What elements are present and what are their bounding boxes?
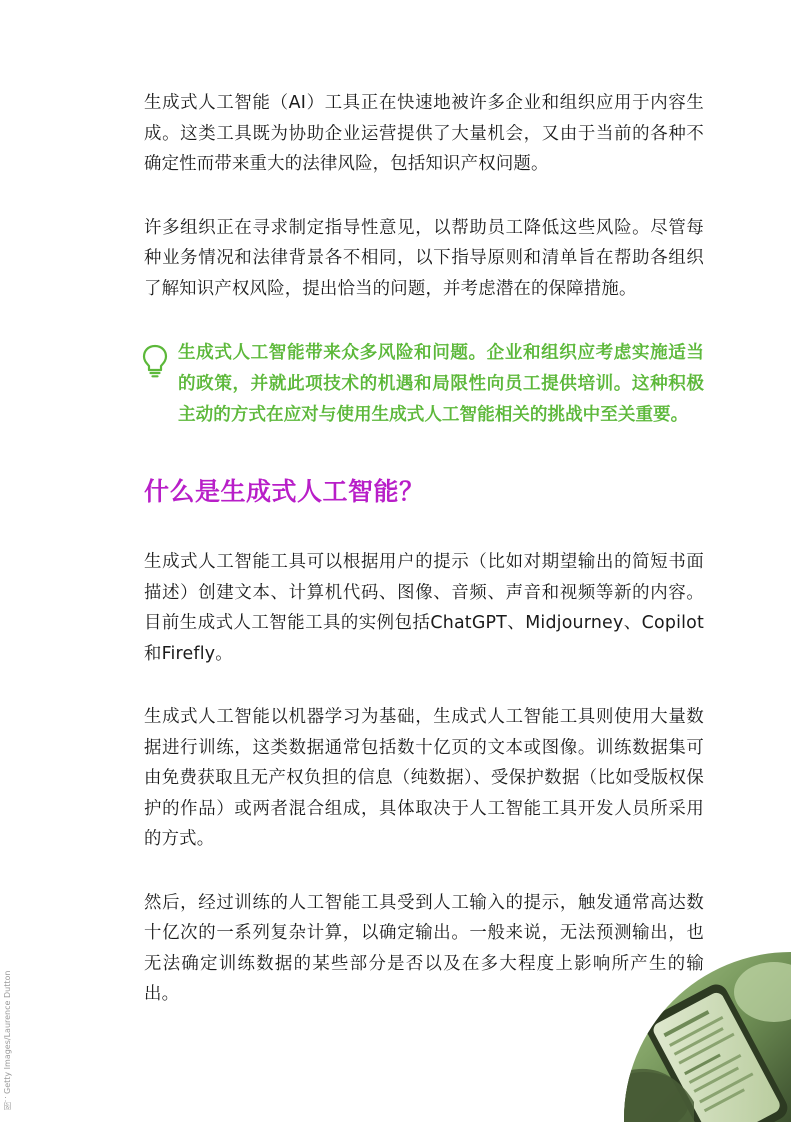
page-content (144, 88, 704, 1010)
callout-box (144, 338, 704, 431)
section-heading: 什么是生成式人工智能？ (144, 477, 425, 506)
photo-credit: 图：Getty Images/Laurence Dutton (3, 970, 12, 1110)
callout-text: 生成式人工智能带来众多风险和问题。企业和组织应考虑实施适当的政策，并就此项技术的机遇和局限性向员工提供培训。这种积极主动的方式在应对与使用生成式人工智能相关的挑战中至关重要。 (178, 343, 704, 425)
section-paragraph-1: 生成式人工智能工具可以根据用户的提示（比如对期望输出的简短书面描述）创建文本、计算机代码、图像、音频、声音和视频等新的内容。目前生成式人工智能工具的实例包括ChatGPT、Midjourney、Copilot和Firefly。 (144, 552, 704, 664)
lightbulb-icon (142, 344, 168, 378)
section-paragraph-2: 生成式人工智能以机器学习为基础，生成式人工智能工具则使用大量数据进行训练，这类数据通常包括数十亿页的文本或图像。训练数据集可由免费获取且无产权负担的信息（纯数据）、受保护数据（比如受版权保护的作品）或两者混合组成，具体取决于人工智能工具开发人员所采用的方式。 (144, 707, 704, 849)
section-paragraph-3: 然后，经过训练的人工智能工具受到人工输入的提示，触发通常高达数十亿次的一系列复杂计算，以确定输出。一般来说，无法预测输出，也无法确定训练数据的某些部分是否以及在多大程度上影响所产生的输出。 (144, 892, 704, 1004)
intro-paragraph-2: 许多组织正在寻求制定指导性意见，以帮助员工降低这些风险。尽管每种业务情况和法律背景各不相同，以下指导原则和清单旨在帮助各组织了解知识产权风险，提出恰当的问题，并考虑潜在的保障措施。 (144, 217, 704, 299)
intro-paragraph-1: 生成式人工智能（AI）工具正在快速地被许多企业和组织应用于内容生成。这类工具既为协助企业运营提供了大量机会，又由于当前的各种不确定性而带来重大的法律风险，包括知识产权问题。 (144, 93, 704, 174)
